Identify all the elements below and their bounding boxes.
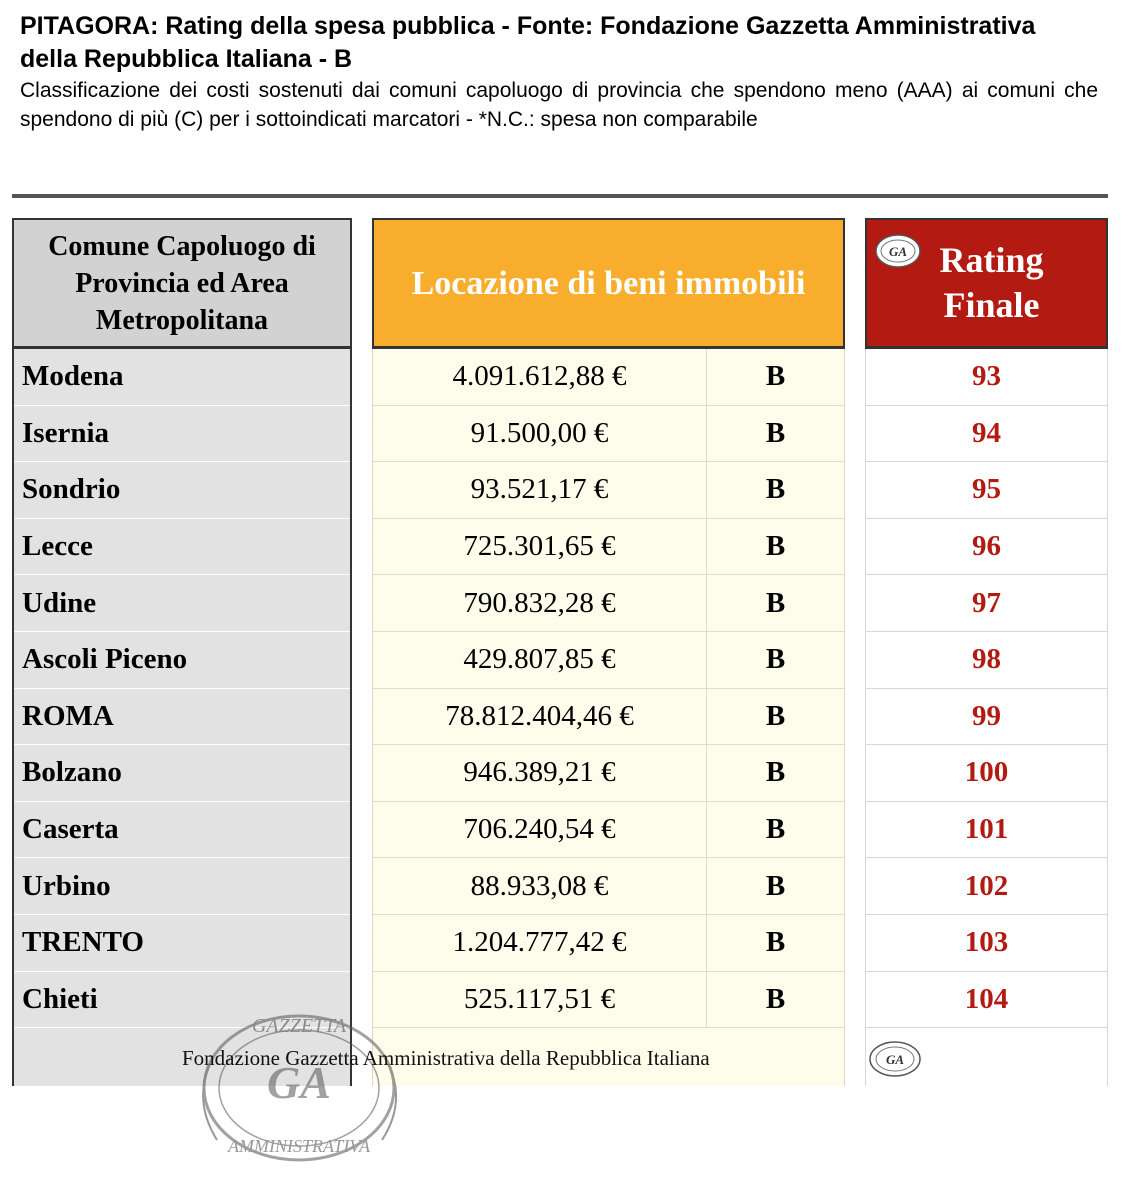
comune-cell: Bolzano — [14, 745, 350, 802]
rating-cell: 95 — [866, 462, 1107, 519]
page-header — [20, 10, 1098, 134]
grade-cell: B — [765, 586, 786, 619]
rating-column-title: Rating Finale — [939, 240, 1044, 325]
rating-rows — [865, 349, 1108, 1086]
ga-watermark-seal-icon — [172, 990, 427, 1185]
amount-cell: 725.301,65 € — [373, 519, 707, 575]
amount-cell: 429.807,85 € — [373, 632, 707, 688]
table-row — [373, 915, 844, 972]
comune-column — [12, 218, 352, 1086]
table-row — [373, 745, 844, 802]
table-row — [373, 689, 844, 746]
grade-cell: B — [765, 643, 786, 676]
comune-cell: Caserta — [14, 802, 350, 859]
table-row — [373, 972, 844, 1029]
grade-cell: B — [765, 869, 786, 902]
grade-cell: B — [765, 926, 786, 959]
amount-cell: 88.933,08 € — [373, 858, 707, 914]
grade-cell: B — [765, 756, 786, 789]
page-subtitle: Classificazione dei costi sostenuti dai comuni capoluogo di provincia che spendono meno (AAA) ai comuni che spendono di più (C) per i sottoindicati marcatori - *N.C.: spesa non comparabile — [20, 79, 1098, 131]
comune-cell: Modena — [14, 349, 350, 406]
comune-cell: Isernia — [14, 406, 350, 463]
comune-cell: Lecce — [14, 519, 350, 576]
rating-cell: 93 — [866, 349, 1107, 406]
page-title: PITAGORA: Rating della spesa pubblica - Fonte: Fondazione Gazzetta Amministrativa della Repubblica Italiana - B — [20, 12, 1036, 73]
comune-column-header: Comune Capoluogo di Provincia ed Area Metropolitana — [12, 218, 352, 349]
table-row — [373, 575, 844, 632]
comune-cell: Ascoli Piceno — [14, 632, 350, 689]
ga-seal-icon — [873, 232, 923, 270]
comune-rows — [12, 349, 352, 1086]
svg-text:GA: GA — [885, 1052, 905, 1068]
table-row — [373, 462, 844, 519]
rating-cell: 96 — [866, 519, 1107, 576]
rating-cell: 94 — [866, 406, 1107, 463]
grade-cell: B — [765, 530, 786, 563]
grade-cell: B — [765, 699, 786, 732]
ga-seal-icon — [866, 1038, 924, 1080]
table-row — [373, 406, 844, 463]
svg-text:GAZZETTA: GAZZETTA — [251, 1015, 347, 1037]
rating-cell: 99 — [866, 689, 1107, 746]
amount-cell: 525.117,51 € — [373, 972, 707, 1028]
amount-cell: 946.389,21 € — [373, 745, 707, 801]
grade-cell: B — [765, 416, 786, 449]
table-row — [373, 519, 844, 576]
locazione-rows — [372, 349, 845, 1086]
grade-cell: B — [765, 360, 786, 393]
rating-cell: 103 — [866, 915, 1107, 972]
rating-cell: 104 — [866, 972, 1107, 1029]
comune-cell: Udine — [14, 575, 350, 632]
amount-cell: 706.240,54 € — [373, 802, 707, 858]
amount-cell: 91.500,00 € — [373, 406, 707, 462]
table-row — [373, 349, 844, 406]
amount-cell: 4.091.612,88 € — [373, 349, 707, 405]
locazione-column — [372, 218, 845, 1086]
amount-cell: 1.204.777,42 € — [373, 915, 707, 971]
rating-cell: 102 — [866, 858, 1107, 915]
grade-cell: B — [765, 473, 786, 506]
rating-cell: 100 — [866, 745, 1107, 802]
table-row — [373, 802, 844, 859]
svg-text:GA: GA — [888, 244, 908, 259]
header-divider — [12, 194, 1108, 198]
rating-cell: 98 — [866, 632, 1107, 689]
rating-column-header — [865, 218, 1108, 349]
empty-row — [866, 1028, 1107, 1086]
comune-cell: TRENTO — [14, 915, 350, 972]
grade-cell: B — [765, 813, 786, 846]
comune-cell: Sondrio — [14, 462, 350, 519]
locazione-column-header: Locazione di beni immobili — [372, 218, 845, 349]
table-row — [373, 632, 844, 689]
svg-text:AMMINISTRATIVA: AMMINISTRATIVA — [228, 1136, 370, 1156]
footer-text: Fondazione Gazzetta Amministrativa della Repubblica Italiana — [182, 1046, 710, 1070]
amount-cell: 78.812.404,46 € — [373, 689, 707, 745]
svg-text:GA: GA — [267, 1057, 331, 1108]
comune-cell: Chieti — [14, 972, 350, 1029]
comune-cell: ROMA — [14, 689, 350, 746]
rating-cell: 97 — [866, 575, 1107, 632]
amount-cell: 790.832,28 € — [373, 575, 707, 631]
rating-column — [865, 218, 1108, 1086]
rating-cell: 101 — [866, 802, 1107, 859]
comune-cell: Urbino — [14, 858, 350, 915]
amount-cell: 93.521,17 € — [373, 462, 707, 518]
table-row — [373, 858, 844, 915]
grade-cell: B — [765, 982, 786, 1015]
